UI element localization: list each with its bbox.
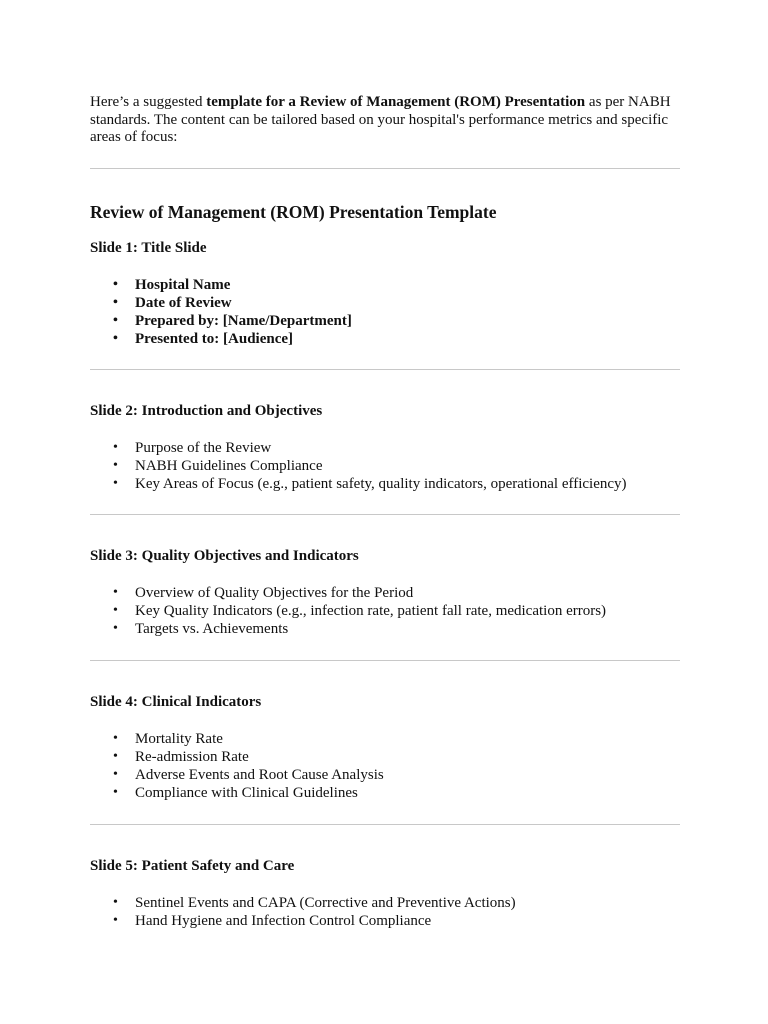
list-item: • Presented to: [Audience] (135, 330, 680, 348)
slide-5-list (90, 894, 680, 930)
slide-4-list (90, 730, 680, 802)
list-item: • Date of Review (135, 294, 680, 312)
list-item: • Re-admission Rate (135, 748, 680, 766)
divider (90, 168, 680, 169)
list-item: • Targets vs. Achievements (135, 620, 680, 638)
divider (90, 660, 680, 661)
list-item: • Mortality Rate (135, 730, 680, 748)
divider (90, 514, 680, 515)
slide-2-list (90, 439, 680, 493)
slide-5-heading: Slide 5: Patient Safety and Care (90, 857, 295, 874)
list-item: • Prepared by: [Name/Department] (135, 312, 680, 330)
list-item: • Purpose of the Review (135, 439, 680, 457)
slide-4-heading: Slide 4: Clinical Indicators (90, 693, 262, 710)
slide-2-heading: Slide 2: Introduction and Objectives (90, 402, 323, 419)
slide-3-list (90, 584, 680, 638)
divider (90, 369, 680, 370)
document-title: Review of Management (ROM) Presentation Template (90, 201, 497, 222)
list-item: • NABH Guidelines Compliance (135, 457, 680, 475)
list-item: • Compliance with Clinical Guidelines (135, 784, 680, 802)
intro-bold: template for a Review of Management (ROM) Presentation (206, 94, 586, 110)
slide-3-heading: Slide 3: Quality Objectives and Indicators (90, 547, 359, 564)
list-item: • Key Quality Indicators (e.g., infection rate, patient fall rate, medication errors) (135, 602, 680, 620)
intro-prefix: Here’s a suggested (90, 94, 207, 110)
list-item: • Overview of Quality Objectives for the Period (135, 584, 680, 602)
list-item: • Sentinel Events and CAPA (Corrective and Preventive Actions) (135, 894, 680, 912)
list-item: • Hand Hygiene and Infection Control Compliance (135, 912, 680, 930)
slide-1-heading: Slide 1: Title Slide (90, 239, 207, 256)
document-page (90, 94, 680, 930)
list-item: • Hospital Name (135, 276, 680, 294)
divider (90, 824, 680, 825)
list-item: • Key Areas of Focus (e.g., patient safety, quality indicators, operational efficiency) (135, 475, 680, 493)
intro-suffix: as per NABH standards. The content can be tailored based on your hospital's performance metrics and specific areas of focus: (90, 94, 671, 145)
slide-1-list (90, 276, 680, 348)
intro-paragraph (90, 94, 680, 147)
list-item: • Adverse Events and Root Cause Analysis (135, 766, 680, 784)
